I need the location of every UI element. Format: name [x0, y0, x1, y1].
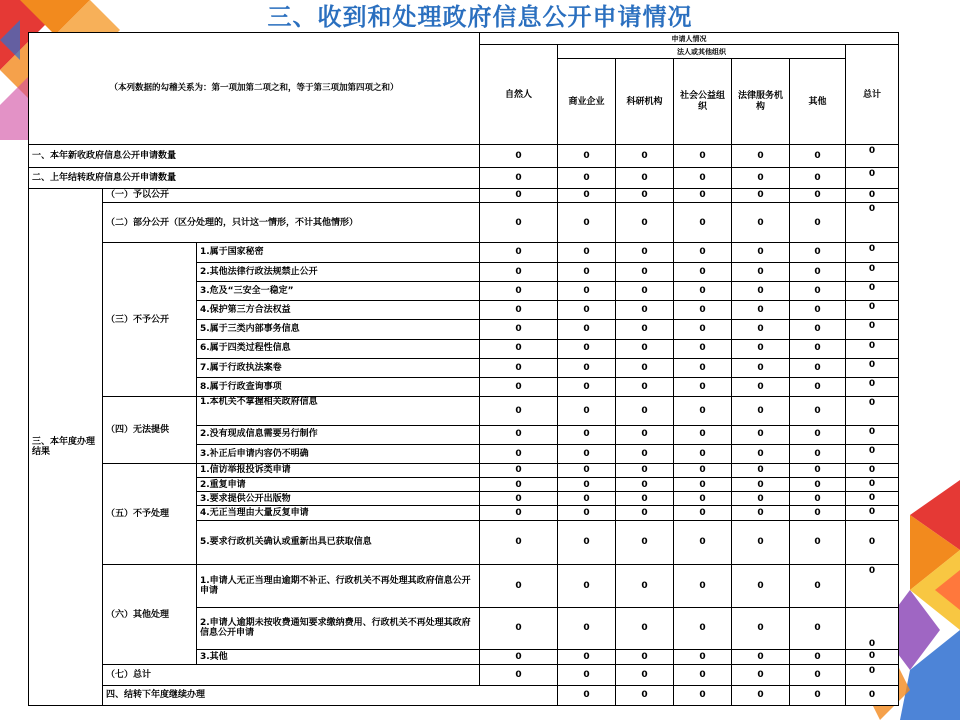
cell-research: 0: [616, 262, 674, 281]
cell-research: 0: [616, 520, 674, 565]
row-label: 2.重复申请: [197, 478, 480, 492]
row-label: 1.信访举报投诉类申请: [197, 463, 480, 477]
table-row: [29, 202, 899, 242]
cell-business: 0: [558, 492, 616, 506]
row-label: 3.补正后申请内容仍不明确: [197, 444, 480, 463]
cell-other: 0: [790, 665, 846, 685]
cell-business: 0: [558, 301, 616, 320]
cell-legal-service: 0: [732, 565, 790, 608]
cell-legal-service: 0: [732, 377, 790, 396]
cell-total: 0: [846, 243, 899, 262]
row-label: （七）总计: [103, 665, 480, 685]
cell-social-welfare: 0: [674, 463, 732, 477]
cell-total: 0: [846, 339, 899, 358]
cell-research: 0: [616, 444, 674, 463]
cell-social-welfare: 0: [674, 243, 732, 262]
cell-other: 0: [790, 358, 846, 377]
cell-total: 0: [846, 262, 899, 281]
row-label: 二、上年结转政府信息公开申请数量: [29, 167, 480, 188]
cell-research: 0: [616, 339, 674, 358]
cell-research: 0: [616, 301, 674, 320]
cell-other: 0: [790, 202, 846, 242]
cell-social-welfare: 0: [674, 167, 732, 188]
cell-other: 0: [790, 320, 846, 339]
header-other: 其他: [790, 59, 846, 145]
cell-natural-person: 0: [480, 665, 558, 685]
cell-other: 0: [790, 377, 846, 396]
cell-total: 0: [846, 425, 899, 444]
cell-business: 0: [558, 202, 616, 242]
cell-social-welfare: 0: [674, 145, 732, 167]
cell-natural-person: 0: [480, 444, 558, 463]
row-label: 2.申请人逾期未按收费通知要求缴纳费用、行政机关不再处理其政府信息公开申请: [197, 607, 480, 650]
cell-legal-service: 0: [732, 506, 790, 520]
cell-social-welfare: 0: [674, 339, 732, 358]
cell-social-welfare: 0: [674, 425, 732, 444]
cell-legal-service: 0: [732, 520, 790, 565]
cell-legal-service: 0: [790, 685, 846, 706]
cell-research: 0: [616, 650, 674, 665]
table-row: [29, 188, 899, 202]
group-g3: （三）不予公开: [103, 243, 197, 397]
cell-natural-person: 0: [480, 565, 558, 608]
cell-other: 0: [790, 520, 846, 565]
cell-business: 0: [558, 565, 616, 608]
cell-social-welfare: 0: [732, 685, 790, 706]
row-label: 7.属于行政执法案卷: [197, 358, 480, 377]
row-label: 3.危及“三安全一稳定”: [197, 281, 480, 300]
gov-info-disclosure-table: [28, 32, 899, 706]
cell-research: 0: [616, 188, 674, 202]
header-business: 商业企业: [558, 59, 616, 145]
cell-legal-service: 0: [732, 665, 790, 685]
cell-business: 0: [558, 650, 616, 665]
cell-other: 0: [790, 243, 846, 262]
cell-business: 0: [558, 320, 616, 339]
cell-business: 0: [558, 145, 616, 167]
cell-business: 0: [558, 339, 616, 358]
cell-business: 0: [558, 281, 616, 300]
cell-research: 0: [616, 358, 674, 377]
cell-legal-service: 0: [732, 650, 790, 665]
cell-total: 0: [846, 478, 899, 492]
row-label: 6.属于四类过程性信息: [197, 339, 480, 358]
cell-research: 0: [674, 685, 732, 706]
cell-natural-person: 0: [480, 188, 558, 202]
cell-business: 0: [558, 243, 616, 262]
cell-natural-person: 0: [480, 320, 558, 339]
cell-social-welfare: 0: [674, 301, 732, 320]
cell-total: 0: [846, 377, 899, 396]
cell-total: 0: [846, 607, 899, 650]
cell-social-welfare: 0: [674, 607, 732, 650]
cell-total: 0: [846, 520, 899, 565]
cell-legal-service: 0: [732, 339, 790, 358]
row-label: 2.没有现成信息需要另行制作: [197, 425, 480, 444]
cell-other: 0: [846, 685, 899, 706]
cell-natural-person: 0: [480, 167, 558, 188]
cell-natural-person: 0: [480, 463, 558, 477]
cell-business: 0: [558, 607, 616, 650]
cell-research: 0: [616, 565, 674, 608]
cell-social-welfare: 0: [674, 262, 732, 281]
cell-business: 0: [558, 377, 616, 396]
header-legal-group: 法人或其他组织: [558, 45, 846, 59]
header-research: 科研机构: [616, 59, 674, 145]
cell-other: 0: [790, 463, 846, 477]
cell-total: 0: [846, 202, 899, 242]
cell-research: 0: [616, 397, 674, 425]
cell-other: 0: [790, 301, 846, 320]
cell-legal-service: 0: [732, 444, 790, 463]
cell-natural-person: 0: [480, 650, 558, 665]
row-label: 3.要求提供公开出版物: [197, 492, 480, 506]
cell-natural-person: 0: [480, 492, 558, 506]
page-title: 三、收到和处理政府信息公开申请情况: [267, 3, 693, 31]
cell-legal-service: 0: [732, 425, 790, 444]
cell-research: 0: [616, 167, 674, 188]
header-natural-person: 自然人: [480, 45, 558, 145]
row-label: （二）部分公开（区分处理的，只计这一情形，不计其他情形）: [103, 202, 480, 242]
cell-other: 0: [790, 565, 846, 608]
cell-natural-person: 0: [480, 301, 558, 320]
header-note: （本列数据的勾稽关系为：第一项加第二项之和，等于第三项加第四项之和）: [29, 33, 480, 145]
row-label: 2.其他法律行政法规禁止公开: [197, 262, 480, 281]
cell-other: 0: [790, 492, 846, 506]
cell-other: 0: [790, 607, 846, 650]
cell-research: 0: [616, 320, 674, 339]
cell-social-welfare: 0: [674, 478, 732, 492]
table-row: [29, 565, 899, 608]
cell-social-welfare: 0: [674, 665, 732, 685]
group-g5: （五）不予处理: [103, 463, 197, 564]
cell-social-welfare: 0: [674, 188, 732, 202]
cell-total: 0: [846, 397, 899, 425]
cell-natural-person: 0: [480, 397, 558, 425]
cell-research: 0: [616, 281, 674, 300]
cell-other: 0: [790, 650, 846, 665]
row-label: 4.无正当理由大量反复申请: [197, 506, 480, 520]
group-section3: 三、本年度办理结果: [29, 188, 103, 705]
cell-business: 0: [558, 358, 616, 377]
row-label: 四、结转下年度继续办理: [103, 685, 558, 706]
cell-research: 0: [616, 665, 674, 685]
cell-legal-service: 0: [732, 243, 790, 262]
cell-business: 0: [558, 665, 616, 685]
table-row: [29, 463, 899, 477]
cell-legal-service: 0: [732, 607, 790, 650]
cell-research: 0: [616, 243, 674, 262]
cell-business: 0: [558, 188, 616, 202]
cell-research: 0: [616, 202, 674, 242]
cell-total: 0: [846, 444, 899, 463]
cell-total: 0: [846, 281, 899, 300]
cell-total: 0: [846, 167, 899, 188]
cell-legal-service: 0: [732, 262, 790, 281]
cell-business: 0: [558, 463, 616, 477]
cell-natural-person: 0: [480, 425, 558, 444]
cell-total: 0: [846, 320, 899, 339]
cell-legal-service: 0: [732, 202, 790, 242]
cell-natural-person: 0: [480, 145, 558, 167]
header-legal-service: 法律服务机构: [732, 59, 790, 145]
cell-other: 0: [790, 425, 846, 444]
cell-research: 0: [616, 145, 674, 167]
cell-other: 0: [790, 188, 846, 202]
cell-business: 0: [558, 167, 616, 188]
cell-social-welfare: 0: [674, 397, 732, 425]
row-label: （一）予以公开: [103, 188, 480, 202]
header-social-welfare: 社会公益组织: [674, 59, 732, 145]
cell-social-welfare: 0: [674, 358, 732, 377]
cell-legal-service: 0: [732, 145, 790, 167]
cell-other: 0: [790, 444, 846, 463]
cell-social-welfare: 0: [674, 281, 732, 300]
cell-business: 0: [558, 425, 616, 444]
group-g4: （四）无法提供: [103, 397, 197, 464]
cell-natural-person: 0: [480, 478, 558, 492]
cell-natural-person: 0: [480, 377, 558, 396]
table-row: [29, 167, 899, 188]
cell-business: 0: [558, 506, 616, 520]
group-g6: （六）其他处理: [103, 565, 197, 665]
cell-legal-service: 0: [732, 358, 790, 377]
cell-natural-person: 0: [480, 520, 558, 565]
cell-total: 0: [846, 188, 899, 202]
cell-social-welfare: 0: [674, 444, 732, 463]
header-total: 总计: [846, 45, 899, 145]
cell-business: 0: [558, 478, 616, 492]
cell-research: 0: [616, 492, 674, 506]
table-row: [29, 685, 899, 706]
cell-other: 0: [790, 262, 846, 281]
cell-social-welfare: 0: [674, 320, 732, 339]
cell-natural-person: 0: [480, 358, 558, 377]
cell-total: 0: [846, 301, 899, 320]
cell-legal-service: 0: [732, 492, 790, 506]
cell-legal-service: 0: [732, 281, 790, 300]
cell-social-welfare: 0: [674, 565, 732, 608]
cell-business: 0: [558, 520, 616, 565]
cell-other: 0: [790, 145, 846, 167]
cell-research: 0: [616, 478, 674, 492]
cell-social-welfare: 0: [674, 520, 732, 565]
cell-other: 0: [790, 506, 846, 520]
cell-legal-service: 0: [732, 188, 790, 202]
cell-total: 0: [846, 650, 899, 665]
cell-research: 0: [616, 425, 674, 444]
cell-natural-person: 0: [480, 243, 558, 262]
cell-total: 0: [846, 565, 899, 608]
cell-natural-person: 0: [480, 262, 558, 281]
table-row: [29, 665, 899, 685]
row-label: 5.属于三类内部事务信息: [197, 320, 480, 339]
cell-research: 0: [616, 506, 674, 520]
cell-natural-person: 0: [480, 339, 558, 358]
cell-total: 0: [846, 506, 899, 520]
cell-natural-person: 0: [480, 506, 558, 520]
table-row: [29, 145, 899, 167]
cell-natural-person: 0: [480, 607, 558, 650]
cell-natural-person: 0: [480, 202, 558, 242]
row-label: 3.其他: [197, 650, 480, 665]
row-label: 一、本年新收政府信息公开申请数量: [29, 145, 480, 167]
cell-social-welfare: 0: [674, 377, 732, 396]
cell-total: 0: [846, 492, 899, 506]
cell-legal-service: 0: [732, 463, 790, 477]
row-label: 4.保护第三方合法权益: [197, 301, 480, 320]
row-label: 1.申请人无正当理由逾期不补正、行政机关不再处理其政府信息公开申请: [197, 565, 480, 608]
cell-research: 0: [616, 463, 674, 477]
cell-business: 0: [558, 262, 616, 281]
cell-legal-service: 0: [732, 301, 790, 320]
cell-research: 0: [616, 377, 674, 396]
cell-other: 0: [790, 339, 846, 358]
cell-social-welfare: 0: [674, 650, 732, 665]
cell-other: 0: [790, 167, 846, 188]
cell-legal-service: 0: [732, 478, 790, 492]
cell-legal-service: 0: [732, 167, 790, 188]
cell-natural-person: 0: [558, 685, 616, 706]
table-row: [29, 243, 899, 262]
cell-total: 0: [846, 358, 899, 377]
row-label: 8.属于行政查询事项: [197, 377, 480, 396]
cell-research: 0: [616, 607, 674, 650]
cell-legal-service: 0: [732, 397, 790, 425]
cell-business: 0: [616, 685, 674, 706]
cell-business: 0: [558, 397, 616, 425]
table-row: [29, 397, 899, 425]
cell-legal-service: 0: [732, 320, 790, 339]
cell-social-welfare: 0: [674, 202, 732, 242]
cell-total: 0: [846, 665, 899, 685]
cell-other: 0: [790, 397, 846, 425]
cell-social-welfare: 0: [674, 506, 732, 520]
header-applicant-situation: 申请人情况: [480, 33, 899, 45]
cell-total: 0: [846, 463, 899, 477]
row-label: 5.要求行政机关确认或重新出具已获取信息: [197, 520, 480, 565]
cell-other: 0: [790, 281, 846, 300]
cell-natural-person: 0: [480, 281, 558, 300]
cell-business: 0: [558, 444, 616, 463]
cell-social-welfare: 0: [674, 492, 732, 506]
row-label: 1.属于国家秘密: [197, 243, 480, 262]
row-label: 1.本机关不掌握相关政府信息: [197, 397, 480, 425]
cell-other: 0: [790, 478, 846, 492]
cell-total: 0: [846, 145, 899, 167]
